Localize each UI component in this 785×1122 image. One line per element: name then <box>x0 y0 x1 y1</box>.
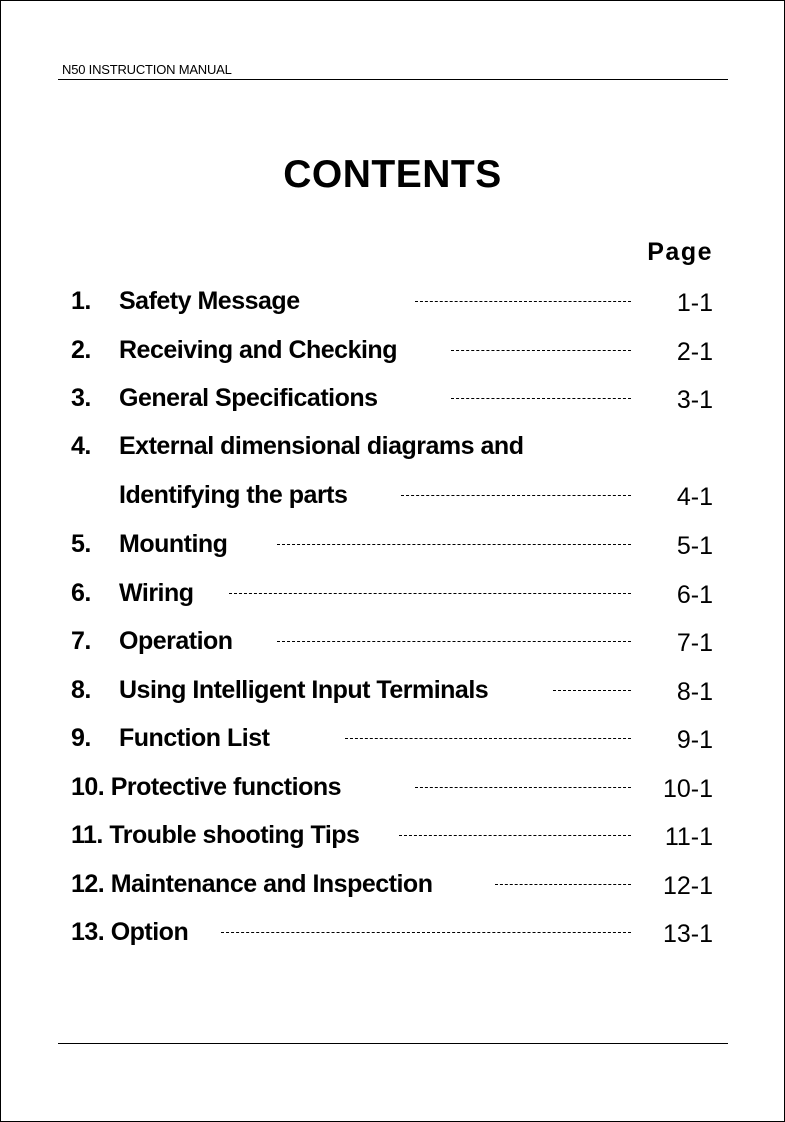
toc-label-continued: Identifying the parts <box>119 481 348 509</box>
toc-number: 6. <box>71 579 91 607</box>
toc-page-number: 7-1 <box>676 629 713 657</box>
toc-entry-12[interactable] <box>71 870 713 906</box>
toc-label: Function List <box>119 724 270 752</box>
toc-entry-4-continued[interactable] <box>71 481 713 517</box>
toc-label: Operation <box>119 627 233 655</box>
toc-page-number: 11-1 <box>664 823 713 851</box>
toc-label: 10. Protective functions <box>71 773 342 801</box>
toc-number: 4. <box>71 432 91 460</box>
toc-page-number: 8-1 <box>676 678 713 706</box>
toc-page-number: 2-1 <box>676 338 713 366</box>
toc-number: 1. <box>71 287 91 315</box>
toc-entry-7[interactable] <box>71 627 713 663</box>
toc-entry-6[interactable] <box>71 579 713 615</box>
toc-number: 8. <box>71 676 91 704</box>
toc-entry-13[interactable] <box>71 918 713 954</box>
dot-leader <box>229 593 631 594</box>
dot-leader <box>495 884 631 885</box>
dot-leader <box>451 350 631 351</box>
toc-label: 11. Trouble shooting Tips <box>71 821 360 849</box>
dot-leader <box>451 398 631 399</box>
toc-label: Receiving and Checking <box>119 336 397 364</box>
toc-number: 9. <box>71 724 91 752</box>
toc-page-number: 3-1 <box>676 386 713 414</box>
toc-page-number: 10-1 <box>662 775 713 803</box>
toc-page-number: 12-1 <box>662 872 713 900</box>
dot-leader <box>415 787 631 788</box>
toc-entry-11[interactable] <box>71 821 713 857</box>
toc-entry-2[interactable] <box>71 336 713 372</box>
header-divider <box>58 79 728 80</box>
toc-page-number: 1-1 <box>676 289 713 317</box>
toc-entry-5[interactable] <box>71 530 713 566</box>
toc-page-number: 9-1 <box>676 726 713 754</box>
page-title: CONTENTS <box>283 153 502 196</box>
toc-entry-10[interactable] <box>71 773 713 809</box>
dot-leader <box>277 544 631 545</box>
toc-label: General Specifications <box>119 384 378 412</box>
dot-leader <box>277 641 631 642</box>
dot-leader <box>553 690 631 691</box>
toc-page-number: 6-1 <box>676 581 713 609</box>
toc-entry-9[interactable] <box>71 724 713 760</box>
toc-label: 13. Option <box>71 918 189 946</box>
toc-number: 5. <box>71 530 91 558</box>
toc-entry-8[interactable] <box>71 676 713 712</box>
toc-entry-4[interactable] <box>71 432 713 468</box>
toc-label: Wiring <box>119 579 194 607</box>
toc-label: 12. Maintenance and Inspection <box>71 870 433 898</box>
toc-entry-3[interactable] <box>71 384 713 420</box>
manual-header-title: N50 INSTRUCTION MANUAL <box>62 62 232 77</box>
page-column-heading: Page <box>647 238 713 266</box>
toc-page-number: 5-1 <box>676 532 713 560</box>
dot-leader <box>399 835 631 836</box>
toc-number: 3. <box>71 384 91 412</box>
dot-leader <box>415 301 631 302</box>
dot-leader <box>401 495 631 496</box>
toc-page-number: 4-1 <box>676 483 713 511</box>
toc-page-number: 13-1 <box>662 920 713 948</box>
dot-leader <box>345 738 631 739</box>
footer-divider <box>58 1043 728 1044</box>
dot-leader <box>221 932 631 933</box>
toc-label: Safety Message <box>119 287 300 315</box>
toc-number: 2. <box>71 336 91 364</box>
toc-label: Using Intelligent Input Terminals <box>119 676 489 704</box>
toc-label: External dimensional diagrams and <box>119 432 524 460</box>
toc-number: 7. <box>71 627 91 655</box>
toc-entry-1[interactable] <box>71 287 713 323</box>
toc-label: Mounting <box>119 530 228 558</box>
